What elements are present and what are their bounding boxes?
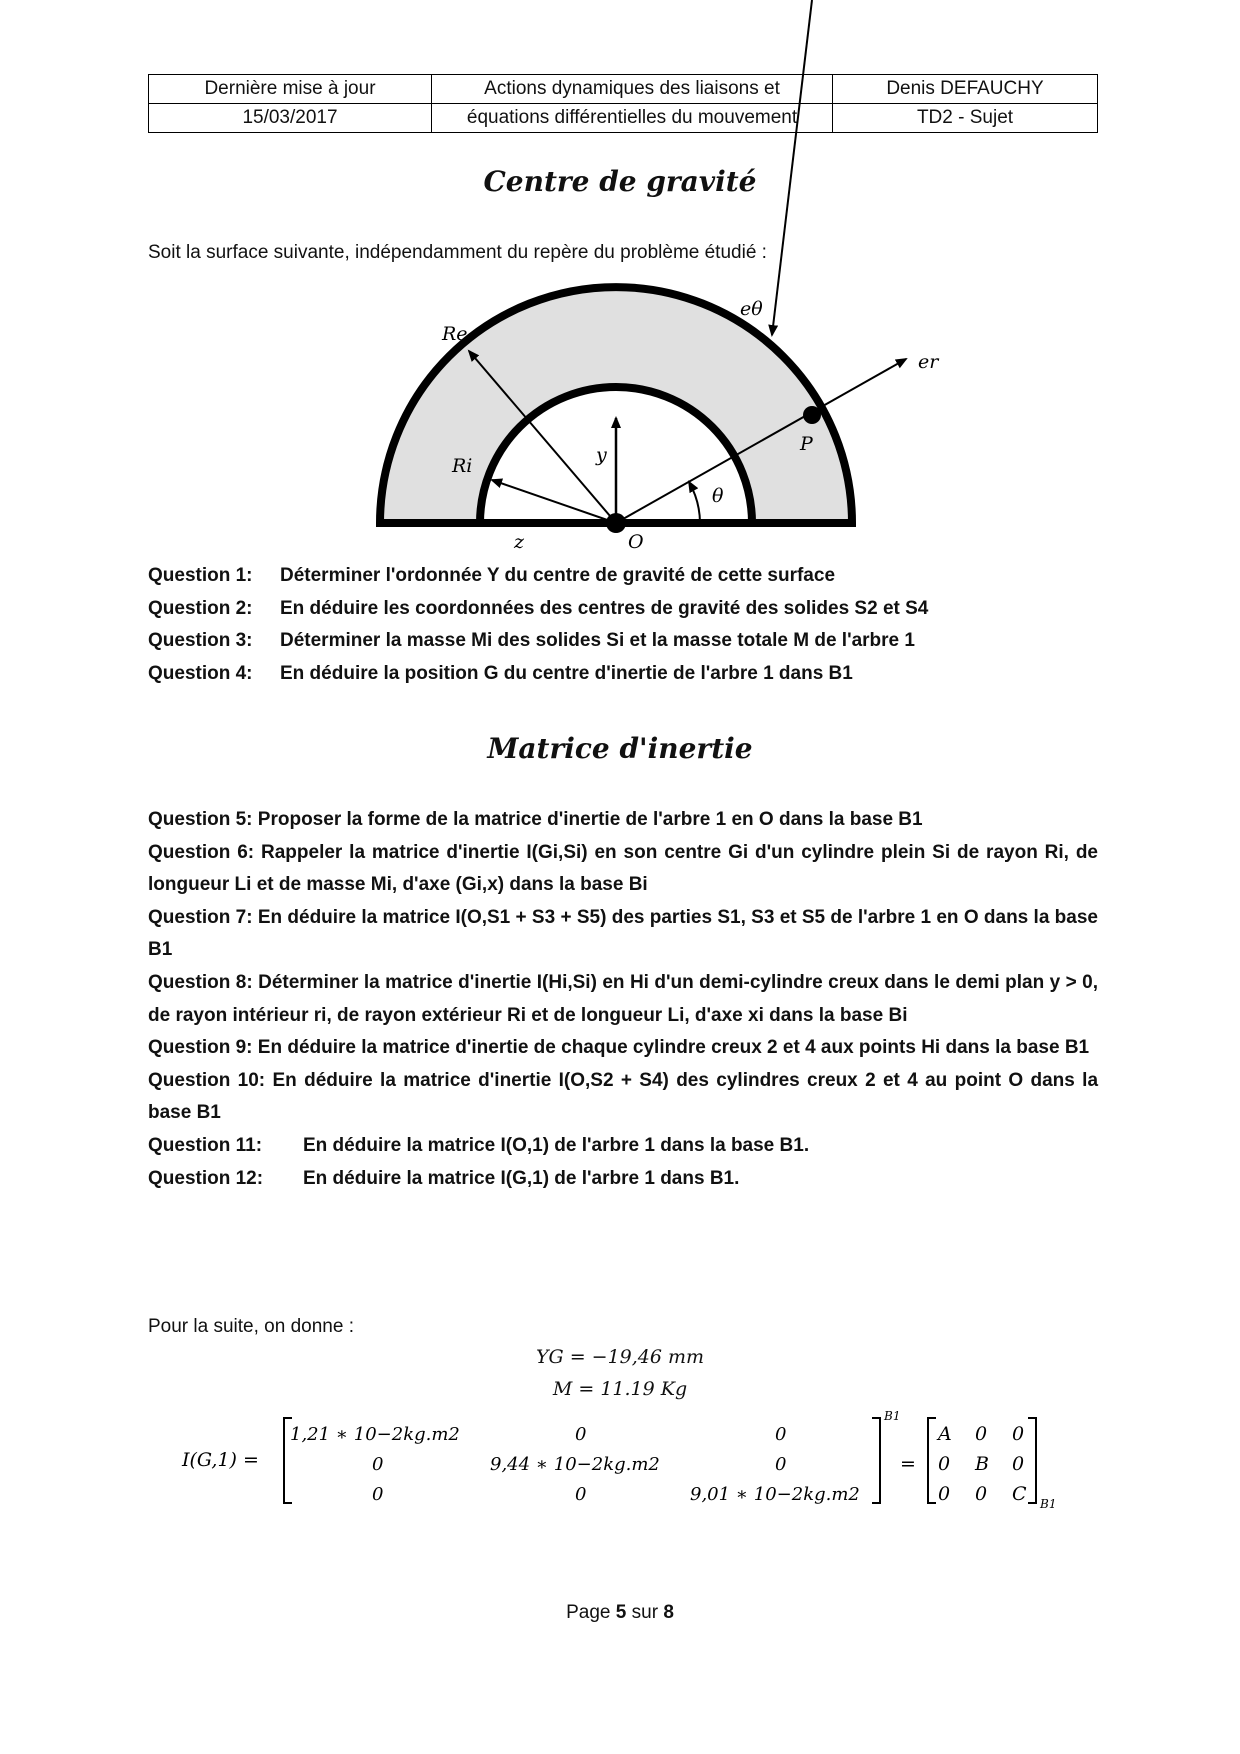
question-12: Question 12: En déduire la matrice I(G,1) de l'arbre 1 dans B1. — [148, 1167, 740, 1189]
etheta-arrow — [772, 0, 812, 335]
header-doc: TD2 - Sujet — [833, 104, 1098, 133]
intro-text: Soit la surface suivante, indépendamment du repère du problème étudié : — [148, 242, 767, 263]
label-theta: θ — [712, 485, 724, 507]
question-6: Question 6: Rappeler la matrice d'inertie I(Gi,Si) en son centre Gi d'un cylindre plein Si de rayon Ri, de longueur Li et de masse Mi, d'axe (Gi,x) dans la base Bi — [148, 841, 1099, 896]
abc20: 0 — [938, 1483, 951, 1505]
header-title-line1: Actions dynamiques des liaisons et — [432, 75, 833, 104]
m20: 0 — [372, 1484, 384, 1505]
label-etheta: eθ — [740, 298, 763, 320]
m10: 0 — [372, 1454, 384, 1475]
inertia-matrix — [0, 1408, 1240, 1518]
label-z: z — [514, 531, 525, 553]
label-Ri: Ri — [452, 455, 473, 477]
question-1: Question 1: Déterminer l'ordonnée Y du centre de gravité de cette surface — [148, 565, 836, 586]
label-P: P — [800, 433, 813, 455]
m22: 9,01 ∗ 10−2kg.m2 — [690, 1484, 860, 1505]
given-yg: YG = −19,46 mm — [535, 1346, 705, 1368]
theta-arc — [689, 482, 700, 523]
question-11: Question 11: En déduire la matrice I(O,1) de l'arbre 1 dans la base B1. — [148, 1134, 810, 1156]
m02: 0 — [775, 1424, 787, 1445]
questions-gravity — [148, 560, 1098, 690]
abc01: 0 — [975, 1423, 988, 1445]
question-4: Question 4: En déduire la position G du centre d'inertie de l'arbre 1 dans B1 — [148, 662, 853, 684]
abc11: B — [975, 1453, 989, 1475]
m21: 0 — [575, 1484, 587, 1505]
m12: 0 — [775, 1454, 787, 1475]
abc02: 0 — [1012, 1423, 1025, 1445]
label-O: O — [628, 531, 644, 553]
label-y: y — [596, 444, 607, 466]
m11: 9,44 ∗ 10−2kg.m2 — [490, 1454, 660, 1475]
question-8: Question 8: Déterminer la matrice d'inertie I(Hi,Si) en Hi d'un demi-cylindre creux dans le demi plan y > 0, de rayon intérieur ri, de rayon extérieur Ri et de longueur Li, d'axe xi dans la base Bi — [148, 971, 1098, 1026]
m00: 1,21 ∗ 10−2kg.m2 — [290, 1424, 460, 1445]
basis-sup: B1 — [884, 1409, 901, 1423]
abc10: 0 — [938, 1453, 951, 1475]
section-title-gravity: Centre de gravité — [483, 165, 757, 198]
matrix-lhs: I(G,1) = — [182, 1449, 259, 1471]
label-er: er — [918, 351, 939, 373]
header-date: 15/03/2017 — [149, 104, 432, 133]
section-title-inertia: Matrice d'inertie — [487, 732, 753, 765]
header-author: Denis DEFAUCHY — [833, 75, 1098, 104]
given-mass: M = 11.19 Kg — [552, 1378, 688, 1400]
abc12: 0 — [1012, 1453, 1025, 1475]
basis-sub: B1 — [1040, 1497, 1057, 1511]
page-footer: Page 5 sur 8 — [566, 1602, 674, 1623]
point-O — [606, 513, 626, 533]
abc22: C — [1012, 1483, 1027, 1505]
question-3: Question 3: Déterminer la masse Mi des solides Si et la masse totale M de l'arbre 1 — [148, 630, 915, 652]
half-ring-figure — [0, 0, 1240, 560]
question-9: Question 9: En déduire la matrice d'inertie de chaque cylindre creux 2 et 4 aux points Hi dans la base B1 — [148, 1037, 1090, 1059]
abc00: A — [938, 1423, 952, 1445]
question-10: Question 10: En déduire la matrice d'inertie I(O,S2 + S4) des cylindres creux 2 et 4 au point O dans la base B1 — [148, 1069, 1099, 1124]
question-5: Question 5: Proposer la forme de la matrice d'inertie de l'arbre 1 en O dans la base B1 — [148, 809, 923, 830]
point-P — [803, 406, 821, 424]
svg-text:=: = — [900, 1453, 916, 1475]
m01: 0 — [575, 1424, 587, 1445]
label-Re: Re — [442, 323, 468, 345]
header-update-label: Dernière mise à jour — [149, 75, 432, 104]
givens-intro: Pour la suite, on donne : — [148, 1316, 354, 1337]
question-7: Question 7: En déduire la matrice I(O,S1 + S3 + S5) des parties S1, S3 et S5 de l'arbre 1 en O dans la base B1 — [148, 906, 1098, 961]
questions-inertia — [148, 804, 1098, 1195]
abc21: 0 — [975, 1483, 988, 1505]
question-2: Question 2: En déduire les coordonnées des centres de gravité des solides S2 et S4 — [148, 597, 929, 619]
header-title-line2: équations différentielles du mouvement — [432, 104, 833, 133]
